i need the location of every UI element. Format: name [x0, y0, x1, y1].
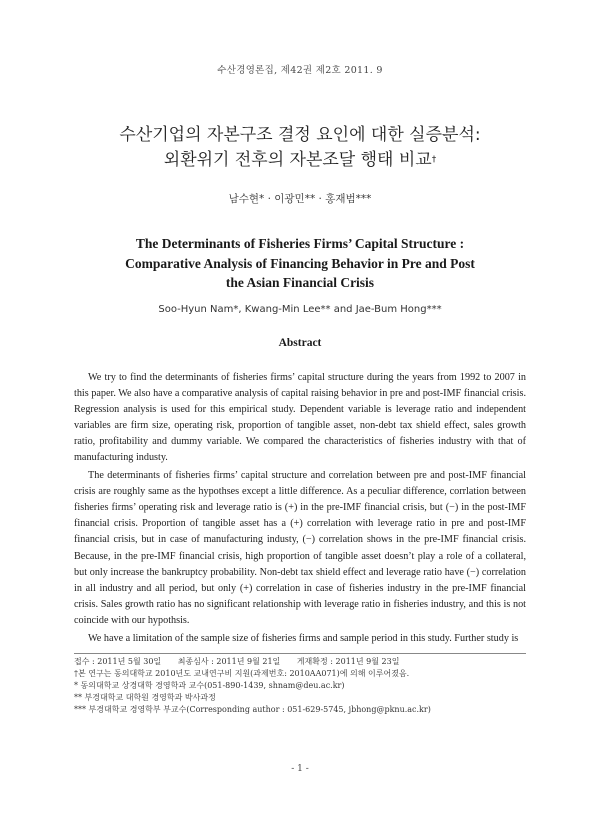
- reviewed-date: 최종심사 : 2011년 9월 21일: [177, 657, 281, 666]
- funding-footnote: †본 연구는 동의대학교 2010년도 교내연구비 지원(과제번호: 2010AA071)에 의해 이루어졌음.: [74, 669, 410, 678]
- author-footnote-3: *** 부경대학교 경영학부 부교수(Corresponding author : 051-629-5745, jbhong@pknu.ac.kr): [74, 705, 431, 714]
- abstract-heading: Abstract: [278, 337, 322, 349]
- korean-title-line-1: 수산기업의 자본구조 결정 요인에 대한 실증분석:: [119, 125, 481, 145]
- running-head: 수산경영론집, 제42권 제2호 2011. 9: [217, 65, 383, 76]
- korean-authors: 남수현* · 이광민** · 홍재범***: [228, 193, 372, 205]
- korean-title-line-2-text: 외환위기 전후의 자본조달 행태 비교: [163, 150, 432, 170]
- footnote-divider: [74, 653, 526, 654]
- received-date: 접수 : 2011년 5월 30일: [74, 657, 162, 666]
- abstract-paragraph-2: The determinants of fisheries firms’ capital structure and correlation between pre and post-IMF financial crisis are roughly same as the hypothses except a little difference. As a peculiar difference, corrlation between fisheries firms’ operating risk and leverage ratio is (+) in the pre-IMF financial crisis, but (−) in the post-IMF financial crisis. Proportion of tangible asset has a (+) correlation with leverage ratio in pre and post-IMF financial crisis, but in case of manufacturing industy, (−) correlation shows in the pre-IMF financial crisis. Because, in the pre-IMF financial crisis, high proportion of tangible asset doesn’t play a role of a collateral, but only increase the bankruptcy probability. Non-debt tax shield effect and leverage ratio have (−) correlation in all industry and all period, but only (+) correlation in case of fisheries industry in the pre-IMF financial crisis. Sales growth ratio has no significant relationship with leverage ratio in fisheries industry, and this is not coincide with our hypothsis.: [74, 470, 526, 626]
- english-title-line-2: Comparative Analysis of Financing Behavior in Pre and Post: [125, 255, 475, 271]
- author-footnote-1: * 동의대학교 상경대학 경영학과 교수(051-890-1439, shnam@deu.ac.kr): [74, 681, 345, 690]
- footnote-dates: [74, 656, 526, 668]
- korean-title: [0, 123, 600, 173]
- abstract-paragraph-3: We have a limitation of the sample size of fisheries firms and sample period in this study. Further study is: [88, 632, 519, 644]
- dagger-footnote-marker: †: [431, 155, 437, 165]
- author-footnote-2: ** 부경대학교 대학원 경영학과 박사과정: [74, 693, 216, 702]
- korean-title-line-2: [0, 148, 600, 173]
- english-title-line-3: the Asian Financial Crisis: [225, 275, 375, 290]
- english-authors: Soo-Hyun Nam*, Kwang-Min Lee** and Jae-Bum Hong***: [158, 304, 442, 315]
- english-title-line-1: The Determinants of Fisheries Firms’ Capital Structure :: [135, 236, 465, 251]
- abstract-body: [74, 370, 526, 648]
- english-title: [60, 234, 540, 293]
- accepted-date: 게재확정 : 2011년 9월 23일: [296, 657, 400, 666]
- abstract-paragraph-1: We try to find the determinants of fisheries firms’ capital structure during the years from 1992 to 2007 in this paper. We also have a comparative analysis of capital raising behavior in pre and post-IMF financial crisis. Regression analysis is used for this empirical study. Dependent variable is leverage ratio and independent variables are firm size, operating risk, proportion of tangible asset, non-debt tax shield effect, sales growth ratio, profitability and dummy variable. We compared the characteristics of fisheries industry with that of manufacturing industy.: [74, 372, 526, 464]
- page-number: - 1 -: [291, 764, 309, 774]
- footnotes: [74, 656, 526, 716]
